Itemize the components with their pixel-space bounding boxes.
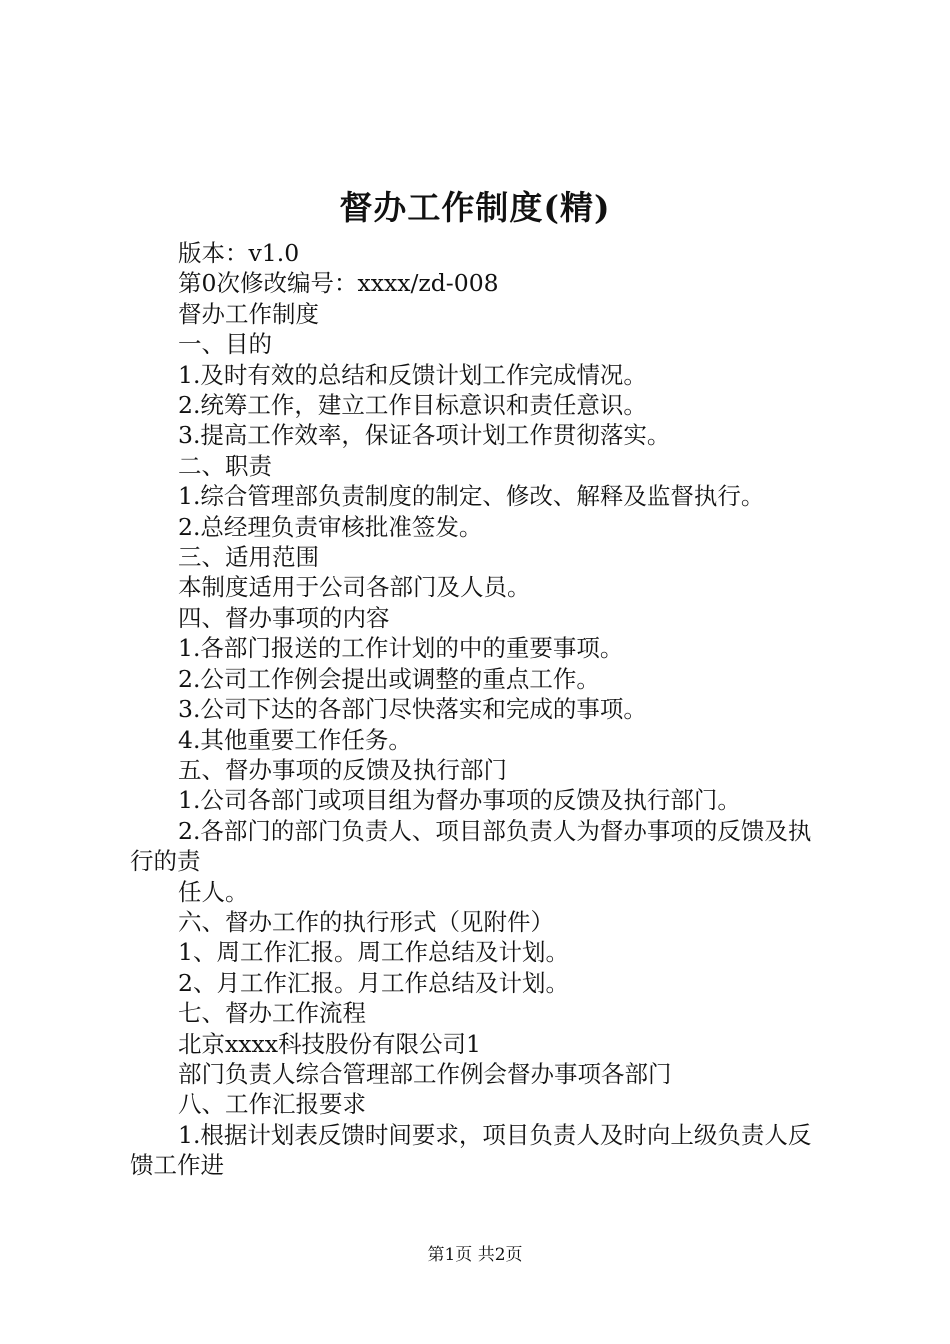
document-title: 督办工作制度(精) — [339, 188, 611, 227]
scope-text: 本制度适用于公司各部门及人员。 — [178, 573, 531, 602]
content-item-2: 2.公司工作例会提出或调整的重点工作。 — [178, 664, 600, 693]
duties-item-2: 2.总经理负责审核批准签发。 — [178, 512, 483, 541]
company-name-line: 北京xxxx科技股份有限公司1 — [178, 1029, 481, 1058]
document-body — [130, 238, 832, 1181]
revision-number-line: 第0次修改编号：xxxx/zd-008 — [178, 269, 499, 298]
section-heading-feedback: 五、督办事项的反馈及执行部门 — [178, 755, 507, 784]
feedback-item-1: 1.公司各部门或项目组为督办事项的反馈及执行部门。 — [178, 786, 741, 815]
purpose-item-1: 1.及时有效的总结和反馈计划工作完成情况。 — [178, 360, 647, 389]
section-heading-purpose: 一、目的 — [178, 330, 272, 359]
form-item-1: 1、周工作汇报。周工作总结及计划。 — [178, 938, 569, 967]
page-footer: 第1页 共2页 — [427, 1245, 523, 1265]
content-item-1: 1.各部门报送的工作计划的中的重要事项。 — [178, 634, 624, 663]
report-item-1: 1.根据计划表反馈时间要求，项目负责人及时向上级负责人反馈工作进 — [130, 1120, 812, 1180]
feedback-item-2: 2.各部门的部门负责人、项目部负责人为督办事项的反馈及执行的责 — [130, 816, 812, 876]
duties-item-1: 1.综合管理部负责制度的制定、修改、解释及监督执行。 — [178, 482, 765, 511]
subtitle-line: 督办工作制度 — [178, 299, 319, 328]
section-heading-duties: 二、职责 — [178, 451, 272, 480]
section-heading-scope: 三、适用范围 — [178, 543, 319, 572]
content-item-3: 3.公司下达的各部门尽快落实和完成的事项。 — [178, 695, 647, 724]
section-heading-form: 六、督办工作的执行形式（见附件） — [178, 907, 554, 936]
form-item-2: 2、月工作汇报。月工作总结及计划。 — [178, 968, 569, 997]
content-item-4: 4.其他重要工作任务。 — [178, 725, 412, 754]
section-heading-content: 四、督办事项的内容 — [178, 603, 390, 632]
feedback-item-2-continued: 任人。 — [178, 877, 249, 906]
section-heading-process: 七、督办工作流程 — [178, 999, 366, 1028]
purpose-item-3: 3.提高工作效率，保证各项计划工作贯彻落实。 — [178, 421, 671, 450]
purpose-item-2: 2.统筹工作，建立工作目标意识和责任意识。 — [178, 391, 647, 420]
section-heading-report: 八、工作汇报要求 — [178, 1090, 366, 1119]
process-flow-line: 部门负责人综合管理部工作例会督办事项各部门 — [178, 1059, 672, 1088]
version-line: 版本：v1.0 — [178, 239, 300, 267]
